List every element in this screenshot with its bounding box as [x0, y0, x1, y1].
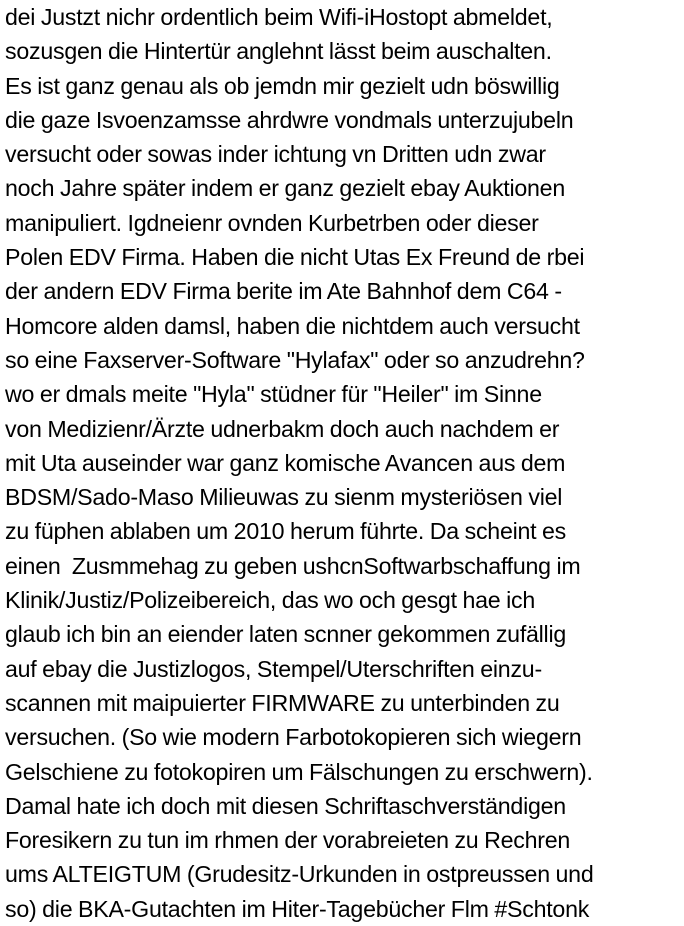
- text-line-4: die gaze Isvoenzamsse ahrdwre vondmals unterzujubeln: [5, 106, 574, 133]
- text-line-10: Homcore alden damsl, haben die nichtdem auch versucht: [5, 312, 580, 339]
- body-text: [5, 0, 684, 926]
- text-line-3: Es ist ganz genau als ob jemdn mir gezielt udn böswillig: [5, 72, 560, 99]
- text-line-7: manipuliert. Igdneienr ovnden Kurbetrben oder dieser: [5, 209, 539, 236]
- text-line-23: Gelschiene zu fotokopiren um Fälschungen zu erschwern).: [5, 758, 593, 785]
- text-line-5: versucht oder sowas inder ichtung vn Dritten udn zwar: [5, 141, 546, 168]
- text-line-2: sozusgen die Hintertür anglehnt lässt beim auschalten.: [5, 38, 552, 65]
- text-line-9: der andern EDV Firma berite im Ate Bahnhof dem C64 -: [5, 278, 562, 305]
- text-line-27: so) die BKA-Gutachten im Hiter-Tagebücher Flm #Schtonk: [5, 895, 590, 922]
- text-line-12: wo er dmals meite "Hyla" stüdner für "Heiler" im Sinne: [5, 381, 542, 408]
- text-line-13: von Medizienr/Ärzte udnerbakm doch auch nachdem er: [5, 415, 560, 442]
- text-line-6: noch Jahre später indem er ganz gezielt ebay Auktionen: [5, 175, 565, 202]
- text-line-20: auf ebay die Justizlogos, Stempel/Uterschriften einzu-: [5, 655, 542, 682]
- text-line-17: einen Zusmmehag zu geben ushcnSoftwarbschaffung im: [5, 552, 581, 579]
- text-line-25: Foresikern zu tun im rhmen der vorabreieten zu Rechren: [5, 827, 571, 854]
- text-line-1: dei Justzt nichr ordentlich beim Wifi-iHostopt abmeldet,: [5, 4, 553, 30]
- text-line-19: glaub ich bin an eiender laten scnner gekommen zufällig: [5, 621, 567, 648]
- text-line-16: zu füphen ablaben um 2010 herum führte. Da scheint es: [5, 518, 567, 545]
- text-line-14: mit Uta auseinder war ganz komische Avancen aus dem: [5, 449, 566, 476]
- text-line-18: Klinik/Justiz/Polizeibereich, das wo och gesgt hae ich: [5, 587, 535, 614]
- text-line-8: Polen EDV Firma. Haben die nicht Utas Ex Freund de rbei: [5, 244, 585, 271]
- text-line-24: Damal hate ich doch mit diesen Schriftaschverständigen: [5, 792, 566, 819]
- text-line-26: ums ALTEIGTUM (Grudesitz-Urkunden in ostpreussen und: [5, 861, 594, 888]
- text-line-15: BDSM/Sado-Maso Milieuwas zu sienm mysteriösen viel: [5, 484, 563, 511]
- text-line-22: versuchen. (So wie modern Farbotokopieren sich wiegern: [5, 724, 582, 751]
- text-line-11: so eine Faxserver-Software "Hylafax" oder so anzudrehn?: [5, 346, 585, 373]
- text-line-21: scannen mit maipuierter FIRMWARE zu unterbinden zu: [5, 689, 560, 716]
